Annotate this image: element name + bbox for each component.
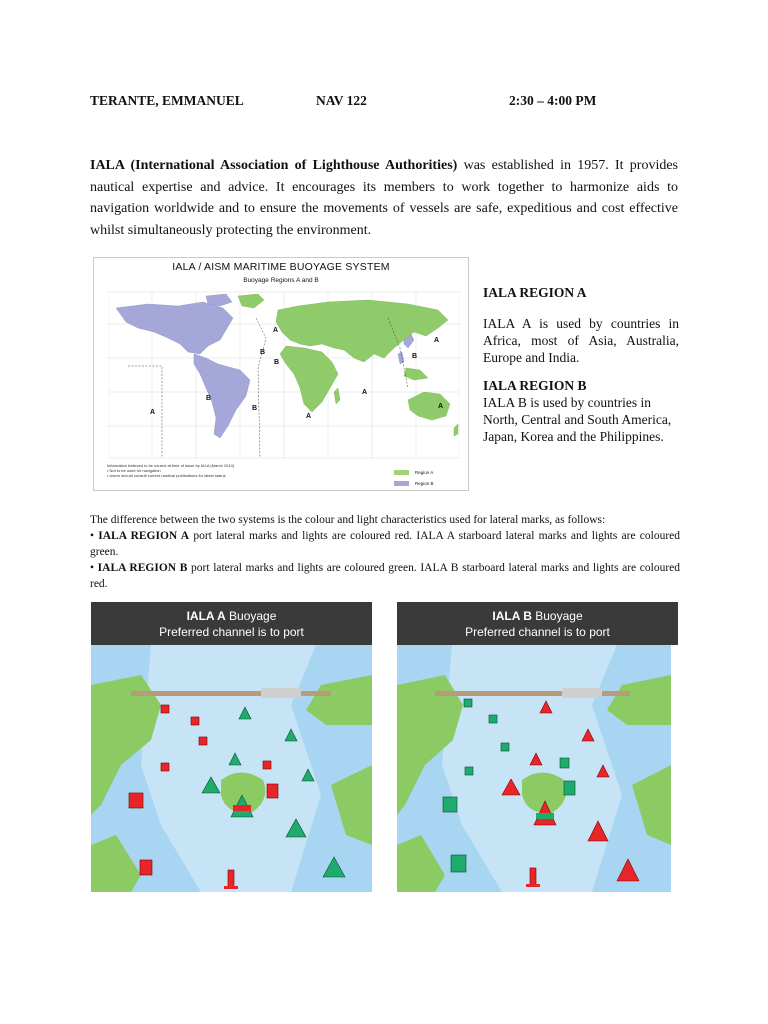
panel-b-header: IALA B Buoyage Preferred channel is to port <box>397 602 678 645</box>
svg-text:A: A <box>150 409 156 416</box>
legend-region-a: Region A <box>394 467 434 478</box>
map-subtitle: Buoyage Regions A and B <box>243 277 319 284</box>
panel-a-header: IALA A Buoyage Preferred channel is to port <box>91 602 372 645</box>
panel-a-illustration <box>91 645 372 892</box>
legend-swatch-b <box>394 481 409 486</box>
legend-region-b: Region B <box>394 478 434 489</box>
map-title: IALA / AISM MARITIME BUOYAGE SYSTEM <box>172 261 390 273</box>
region-b-text: IALA B is used by countries in North, Central and South America, Japan, Korea and the Philippines. <box>483 395 672 444</box>
intro-bold: IALA (International Association of Lighthouse Authorities) <box>90 158 458 173</box>
difference-intro: The difference between the two systems is the colour and light characteristics used for lateral marks, as follows: <box>90 514 606 526</box>
legend-swatch-a <box>394 470 409 475</box>
intro-paragraph <box>90 155 678 241</box>
document-header <box>90 93 690 113</box>
map-legend <box>394 467 434 489</box>
intro-text: was established in 1957. It provides nautical expertise and advice. It encourages its members to work together to harmonize aids to navigation worldwide and to ensure the movements of vessels are safe, expeditious and cost effective whilst simultaneously protecting the environment. <box>90 158 678 238</box>
course-code: NAV 122 <box>316 93 367 108</box>
world-map <box>108 288 460 460</box>
panel-b-illustration <box>397 645 671 892</box>
region-a-text: IALA A is used by countries in Africa, most of Asia, Australia, Europe and India. <box>483 316 679 365</box>
class-time: 2:30 – 4:00 PM <box>509 93 597 108</box>
svg-text:A: A <box>438 403 444 410</box>
svg-text:B: B <box>274 359 280 366</box>
svg-text:A: A <box>306 413 312 420</box>
region-a-land <box>238 294 458 436</box>
bullet-region-b: • IALA REGION B port lateral marks and lights are coloured green. IALA B starboard lateral marks and lights are coloured red. <box>90 562 681 590</box>
svg-text:B: B <box>260 349 266 356</box>
student-name: TERANTE, EMMANUEL <box>90 93 244 108</box>
buoyage-map <box>93 257 469 491</box>
panel-iala-a <box>91 602 372 892</box>
region-b-heading: IALA REGION B <box>483 378 587 393</box>
region-a-heading: IALA REGION A <box>483 285 587 300</box>
map-disclaimer: Information believed to be correct at time of issue by IALA (March 2010). • Not to be used for navigation • Users should consult current nautical publications for latest status <box>107 463 236 478</box>
svg-text:B: B <box>412 353 418 360</box>
svg-text:A: A <box>434 337 440 344</box>
panel-iala-b <box>397 602 678 892</box>
svg-text:A: A <box>273 327 279 334</box>
difference-section <box>90 512 680 592</box>
svg-text:B: B <box>206 395 212 402</box>
svg-text:A: A <box>362 389 368 396</box>
bullet-region-a: • IALA REGION A port lateral marks and lights are coloured red. IALA A starboard lateral marks and lights are coloured green. <box>90 530 681 558</box>
svg-text:B: B <box>252 405 258 412</box>
